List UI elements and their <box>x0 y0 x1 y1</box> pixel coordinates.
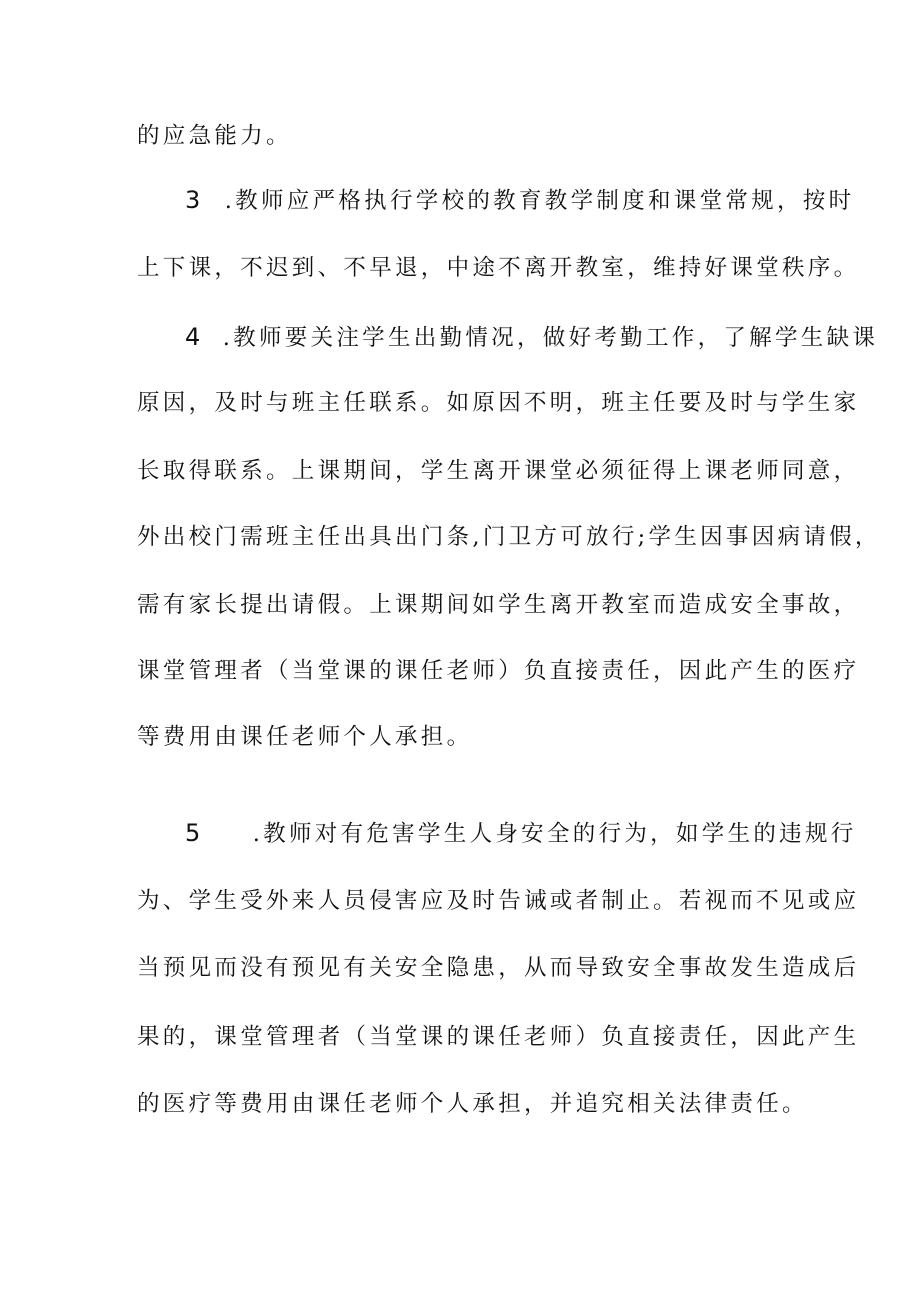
list-item-3 <box>185 185 855 216</box>
item-text: .教师对有危害学生人身安全的行为，如学生的违规行 <box>252 821 857 847</box>
text-line: 上下课，不迟到、不早退，中途不离开教室，维持好课堂秩序。 <box>137 255 860 281</box>
text-line: 长取得联系。上课期间，学生离开课堂必须征得上课老师同意， <box>137 458 860 484</box>
text-line: 原因，及时与班主任联系。如原因不明，班主任要及时与学生家 <box>137 390 860 416</box>
item-number: 4 <box>185 323 201 351</box>
item-text: .教师应严格执行学校的教育教学制度和课堂常规， <box>224 188 803 214</box>
text-line: 为、学生受外来人员侵害应及时告诫或者制止。若视而不见或应 <box>137 888 860 914</box>
item-number: 3 <box>185 186 201 214</box>
item-number: 5 <box>185 819 201 847</box>
text-line: 的应急能力。 <box>137 123 292 149</box>
list-item-4 <box>185 322 879 353</box>
text-line: 当预见而没有预见有关安全隐患，从而导致安全事故发生造成后 <box>137 955 860 981</box>
text-line: 的医疗等费用由课任老师个人承担，并追究相关法律责任。 <box>137 1091 808 1117</box>
text-line: 需有家长提出请假。上课期间如学生离开教室而造成安全事故， <box>137 592 860 618</box>
item-text: .教师要关注学生出勤情况，做好考勤工作，了解学生缺课 <box>222 325 879 351</box>
text-line: 课堂管理者（当堂课的课任老师）负直接责任，因此产生的医疗 <box>137 658 860 684</box>
text-line: 外出校门需班主任出具出门条,门卫方可放行;学生因事因病请假， <box>137 524 881 550</box>
text-fragment: 按时 <box>802 188 855 214</box>
list-item-5 <box>185 818 857 849</box>
text-line: 等费用由课任老师个人承担。 <box>137 724 473 750</box>
text-line: 果的，课堂管理者（当堂课的课任老师）负直接责任，因此产生 <box>137 1024 860 1050</box>
